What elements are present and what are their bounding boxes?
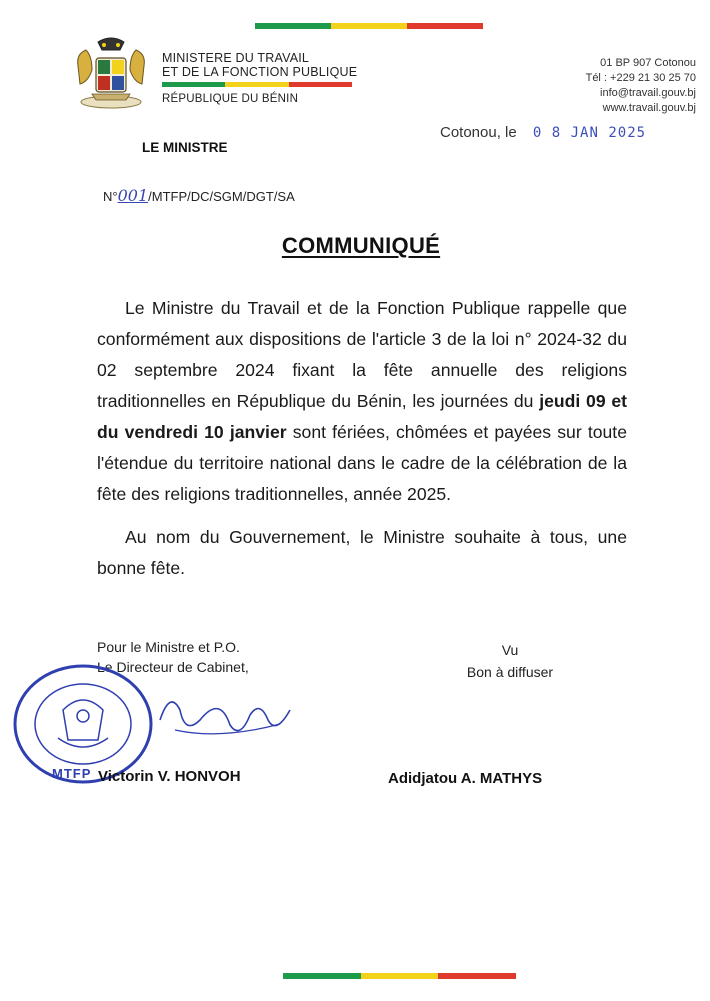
contact-website[interactable]: www.travail.gouv.bj [602, 102, 696, 114]
contact-phone: Tél : +229 21 30 25 70 [585, 72, 696, 84]
page-title: COMMUNIQUÉ [281, 233, 441, 258]
right-signatory-name: Adidjatou A. MATHYS [388, 770, 543, 787]
body-paragraph-1: Le Ministre du Travail et de la Fonction Publique rappelle que conformément aux dispositions de l'article 3 de la loi n° 2024-32 du 02 septembre 2024 fixant la fête annuelle des religions traditionnelles en République du Bénin, les journées du jeudi 09 et du vendredi 10 janvier sont fériées, chômées et payées sur toute l'étendue du territoire national dans le cadre de la célébration de la fête des religions traditionnelles, année 2025. [97, 298, 628, 504]
holiday-dates: jeudi 09 et du vendredi 10 janvier [97, 391, 628, 442]
reference-suffix: /MTFP/DC/SGM/DGT/SA [148, 189, 295, 204]
body-paragraph-2: Au nom du Gouvernement, le Ministre souhaite à tous, une bonne fête. [97, 527, 627, 578]
reference-number [103, 186, 295, 205]
stamp-abbreviation: MTFP [52, 766, 92, 781]
communique-body [97, 293, 627, 584]
contact-email[interactable]: info@travail.gouv.bj [600, 87, 696, 99]
reference-handwritten-number: 001 [117, 186, 149, 205]
top-flag-bar [255, 23, 483, 29]
bottom-flag-bar [283, 973, 516, 979]
date-stamp: 0 8 JAN 2025 [532, 125, 647, 141]
right-sig-line1: Vu [501, 642, 519, 658]
coat-of-arms-icon [70, 36, 152, 110]
date-line [440, 124, 646, 141]
right-sig-line2: Bon à diffuser [466, 664, 554, 680]
republic-name: RÉPUBLIQUE DU BÉNIN [162, 93, 299, 105]
date-prefix: Cotonou, le [440, 124, 517, 141]
left-sig-line2: Le Directeur de Cabinet, [97, 659, 249, 675]
reference-prefix: N° [103, 189, 118, 204]
contact-block [496, 56, 696, 116]
right-signature-block [430, 640, 590, 682]
handwritten-signature-icon [150, 680, 300, 750]
ministry-name-line1: MINISTERE DU TRAVAIL [162, 51, 310, 65]
ministry-flag-bar [162, 82, 352, 87]
left-sig-line1: Pour le Ministre et P.O. [97, 639, 240, 655]
left-signatory-name: Victorin V. HONVOH [98, 768, 241, 785]
contact-po-box: 01 BP 907 Cotonou [600, 57, 696, 69]
ministry-name-line2: ET DE LA FONCTION PUBLIQUE [162, 65, 358, 79]
minister-label: LE MINISTRE [142, 140, 228, 155]
